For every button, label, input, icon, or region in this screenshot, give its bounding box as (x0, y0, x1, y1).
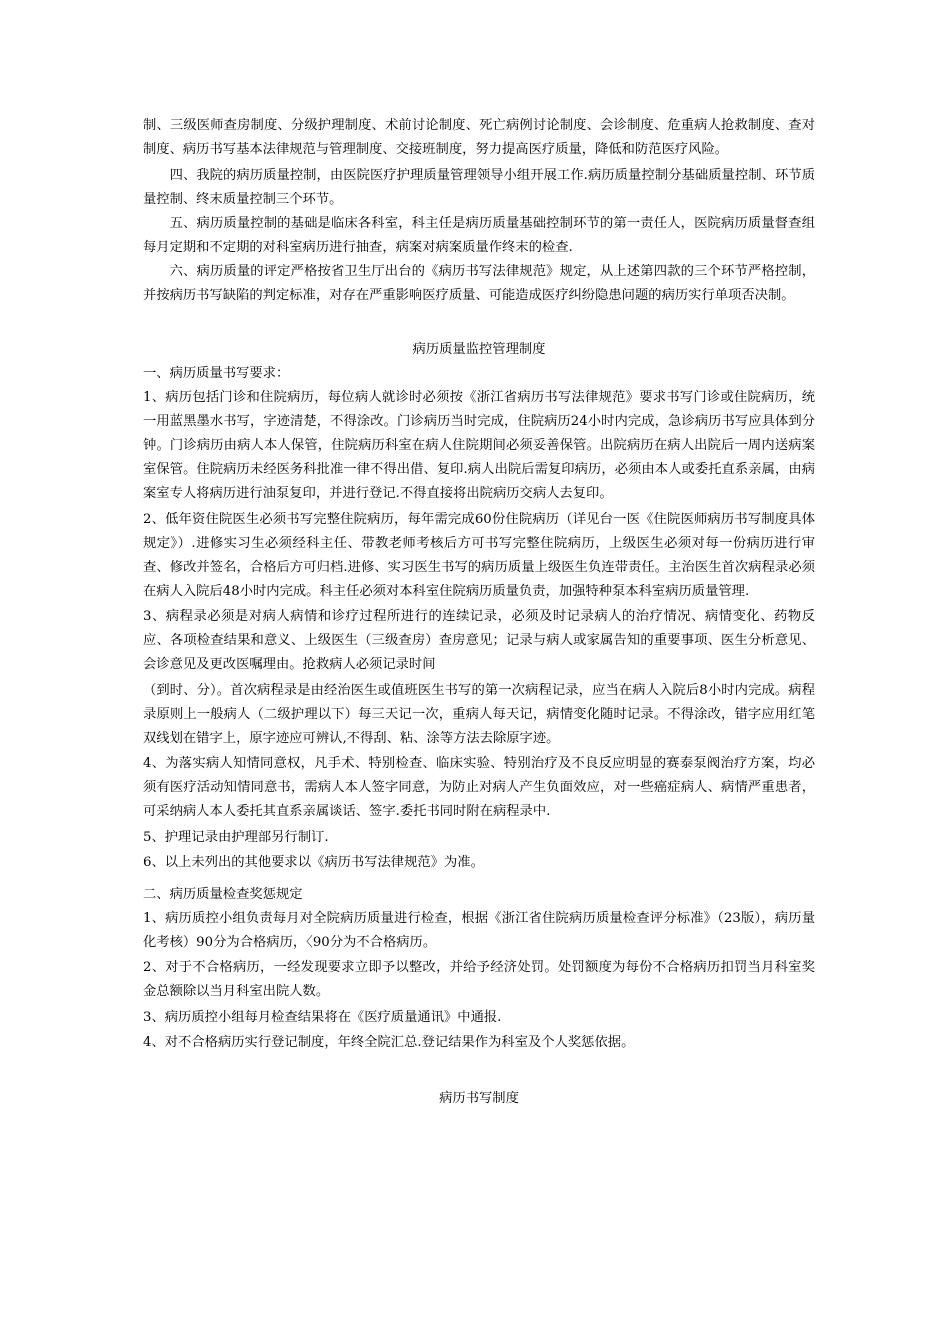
section-title-monitoring: 病历质量监控管理制度 (412, 342, 546, 357)
intro-paragraph-5: 五、病历质量控制的基础是临床各科室，科主任是病历质量基础控制环节的第一责任人，医院病历质量督查组每月定期和不定期的对科室病历进行抽查，病案对病案质量作终末的检查. (143, 216, 815, 255)
intro-paragraph-4: 四、我院的病历质量控制，由医院医疗护理质量管理领导小组开展工作.病历质量控制分基础质量控制、环节质量控制、终末质量控制三个环节。 (143, 168, 815, 207)
document-page (143, 114, 815, 1111)
section-title-writing-system: 病历书写制度 (439, 1090, 519, 1106)
list-item: 5、护理记录由护理部另行制订. (143, 829, 329, 845)
intro-paragraph-6: 六、病历质量的评定严格按省卫生厅出台的《病历书写法律规范》规定，从上述第四款的三个环节严格控制，并按病历书写缺陷的判定标准，对存在严重影响医疗质量、可能造成医疗纠纷隐患问题的病历实行单项否决制。 (143, 264, 815, 303)
list-item: 4、对不合格病历实行登记制度，年终全院汇总.登记结果作为科室及个人奖惩依据。 (143, 1035, 635, 1050)
section-heading-writing-requirements: 一、病历质量书写要求： (143, 366, 290, 381)
list-item: 3、病程录必须是对病人病情和诊疗过程所进行的连续记录，必须及时记录病人的治疗情况、病情变化、药物反应、各项检查结果和意义、上级医生（三级查房）查房意见；记录与病人或家属告知的重要事项、医生分析意见、会诊意见及更改医嘱理由。抢救病人必须记录时间 (143, 609, 815, 672)
list-item: 4、为落实病人知情同意权，凡手术、特别检查、临床实验、特别治疗及不良反应明显的赛泰泵阀治疗方案，均必须有医疗活动知情同意书，需病人本人签字同意，为防止对病人产生负面效应，对一些癌症病人、病情严重患者，可采纳病人本人委托其直系亲属谈话、签字.委托书同时附在病程录中. (143, 756, 815, 819)
section-heading-rewards-penalties: 二、病历质量检查奖惩规定 (143, 886, 303, 902)
list-item: 1、病历包括门诊和住院病历，每位病人就诊时必须按《浙江省病历书写法律规范》要求书写门诊或住院病历，统一用蓝黑墨水书写，字迹清楚，不得涂改。门诊病历当时完成，住院病历24小时内完成，急诊病历书写应具体到分钟。门诊病历由病人本人保管，住院病历科室在病人住院期间必须妥善保管。出院病历在病人出院后一周内送病案室保管。住院病历未经医务科批准一律不得出借、复印.病人出院后需复印病历，必须由本人或委托直系亲属，由病案室专人将病历进行油泵复印，并进行登记.不得直接将出院病历交病人去复印。 (143, 390, 815, 501)
list-item: 6、以上未列出的其他要求以《病历书写法律规范》为准。 (143, 855, 484, 870)
intro-paragraph-continued: 制、三级医师查房制度、分级护理制度、术前讨论制度、死亡病例讨论制度、会诊制度、危重病人抢救制度、查对制度、病历书写基本法律规范与管理制度、交接班制度，努力提高医疗质量，降低和防范医疗风险。 (143, 118, 815, 157)
list-item: 1、病历质控小组负责每月对全院病历质量进行检查，根据《浙江省住院病历质量检查评分标准》（23版），病历量化考核）90分为合格病历，〈90分为不合格病历。 (143, 910, 815, 950)
list-item: （到时、分）。首次病程录是由经治医生或值班医生书写的第一次病程记录，应当在病人入院后8小时内完成。病程录原则上一般病人（二级护理以下）每三天记一次，重病人每天记，病情变化随时记录。不得涂改，错字应用红笔双线划在错字上，原字迹应可辨认,不得刮、粘、涂等方法去除原字迹。 (143, 682, 815, 746)
list-item: 2、对于不合格病历，一经发现要求立即予以整改，并给予经济处罚。处罚额度为每份不合格病历扣罚当月科室奖金总额除以当月科室出院人数。 (143, 960, 815, 999)
list-item: 2、低年资住院医生必须书写完整住院病历，每年需完成60份住院病历（详见台一医《住院医师病历书写制度具体规定》）.进修实习生必须经科主任、带教老师考核后方可书写完整住院病历，上级医生必须对每一份病历进行审查、修改并签名，合格后方可归档.进修、实习医生书写的病历质量上级医生负连带责任。主治医生首次病程录必须在病人入院后48小时内完成。科主任必须对本科室住院病历质量负责，加强特种泵本科室病历质量管理. (143, 511, 815, 599)
list-item: 3、病历质控小组每月检查结果将在《医疗质量通讯》中通报. (143, 1009, 502, 1025)
